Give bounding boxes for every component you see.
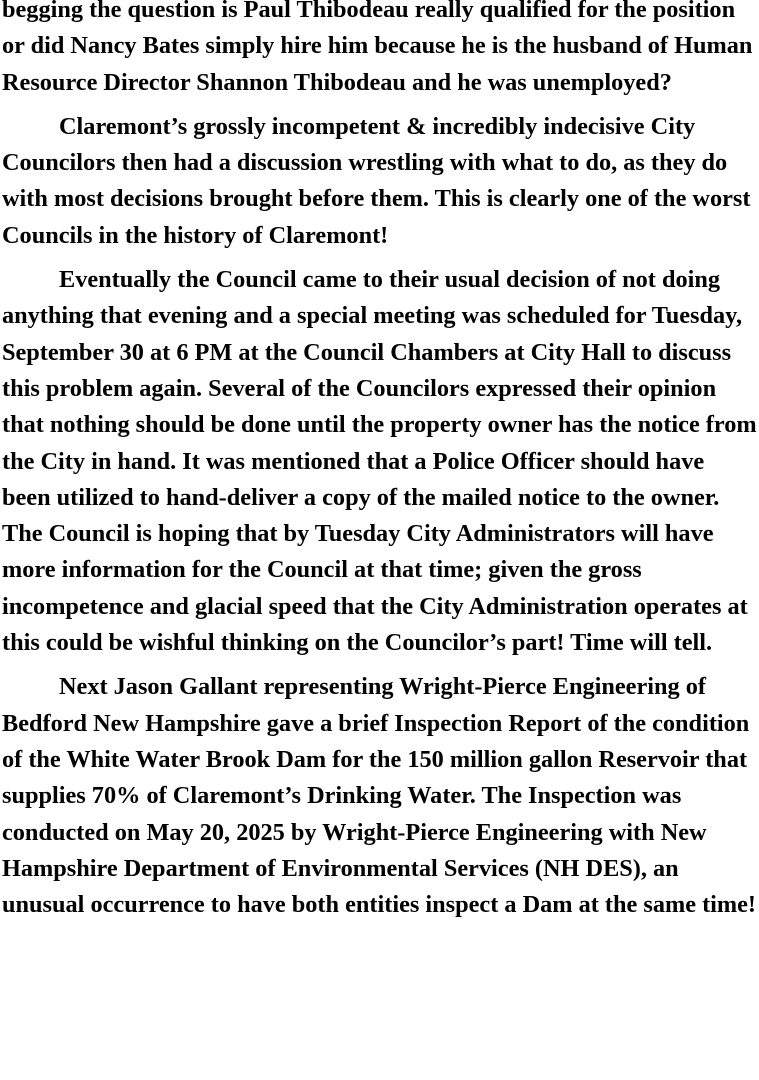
paragraph-3: Eventually the Council came to their usual decision of not doing anything that evening and a special meeting was scheduled for Tuesday, September 30 at 6 PM at the Council Chambers at City Hall to discuss this problem again. Several of the Councilors expressed their opinion that nothing should be done until the property owner has the notice from the City in hand. It was mentioned that a Police Officer should have been utilized to hand-deliver a copy of the mailed notice to the owner. The Council is hoping that by Tuesday City Administrators will have more information for the Council at that time; given the gross incompetence and glacial speed that the City Administration operates at this could be wishful thinking on the Councilor’s part! Time will tell.	[2, 266, 757, 657]
paragraph-2: Claremont’s grossly incompetent & incredibly indecisive City Councilors then had a discussion wrestling with what to do, as they do with most decisions brought before them. This is clearly one of the worst Councils in the history of Claremont!	[2, 112, 751, 249]
paragraph-4: Next Jason Gallant representing Wright-Pierce Engineering of Bedford New Hampshire gave a brief Inspection Report of the condition of the White Water Brook Dam for the 150 million gallon Reservoir that supplies 70% of Claremont’s Drinking Water. The Inspection was conducted on May 20, 2025 by Wright-Pierce Engineering with New Hampshire Department of Environmental Services (NH DES), an unusual occurrence to have both entities inspect a Dam at the same time!	[2, 673, 757, 919]
paragraph-1: begging the question is Paul Thibodeau really qualified for the position or did Nancy Bates simply hire him because he is the husband of Human Resource Director Shannon Thibodeau and he was unemployed?	[2, 0, 753, 96]
